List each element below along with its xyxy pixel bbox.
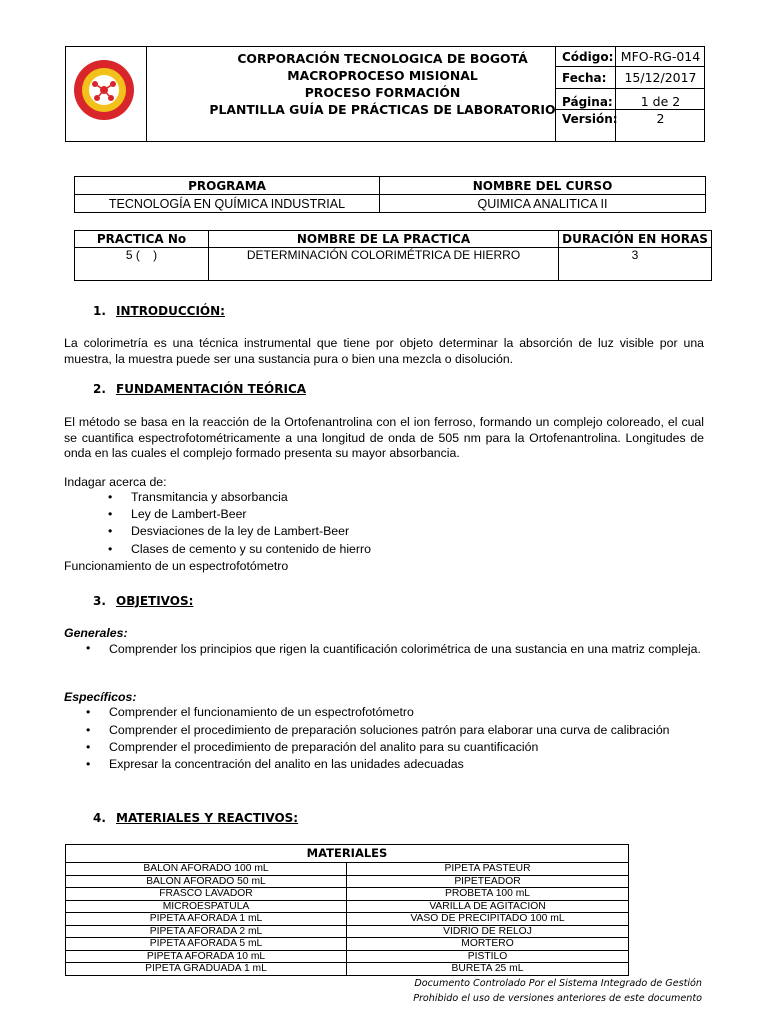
table-cell: PIPETEADOR — [347, 875, 629, 888]
table-row — [66, 950, 629, 963]
table-row — [66, 925, 629, 938]
section-title: MATERIALES Y REACTIVOS: — [116, 811, 299, 825]
practice-hours-value: 3 — [559, 248, 712, 281]
section-number: 3. — [93, 594, 106, 608]
table-row — [66, 963, 629, 976]
table-cell: BALON AFORADO 100 mL — [66, 863, 347, 876]
especificos-label: Específicos: — [64, 690, 137, 704]
practice-table — [74, 230, 712, 281]
indagar-tail: Funcionamiento de un espectrofotómetro — [64, 559, 289, 573]
section-number: 2. — [93, 382, 106, 396]
programa-value: TECNOLOGÍA EN QUÍMICA INDUSTRIAL — [75, 195, 380, 213]
table-row — [66, 900, 629, 913]
table-cell: VASO DE PRECIPITADO 100 mL — [347, 913, 629, 926]
table-cell: VARILLA DE AGITACIÓN — [347, 900, 629, 913]
section-title: OBJETIVOS: — [116, 594, 194, 608]
section-heading-4 — [93, 811, 298, 825]
table-cell: MICROESPATULA — [66, 900, 347, 913]
fecha-value: 15/12/2017 — [615, 67, 705, 89]
template-name: PLANTILLA GUÍA DE PRÁCTICAS DE LABORATORIO — [209, 102, 556, 117]
table-cell: PROBETA 100 mL — [347, 888, 629, 901]
table-cell: PIPETA AFORADA 5 mL — [66, 938, 347, 951]
logo-cell — [66, 47, 146, 141]
program-table — [74, 176, 706, 213]
generales-label: Generales: — [64, 626, 128, 640]
table-cell: BURETA 25 mL — [347, 963, 629, 976]
footer-controlled-note: Documento Controlado Por el Sistema Integrado de Gestión — [414, 978, 702, 989]
section-title: INTRODUCCIÓN: — [116, 304, 225, 318]
process: PROCESO FORMACIÓN — [304, 85, 461, 100]
practice-hours-header: DURACIÓN EN HORAS — [559, 231, 712, 248]
institution-logo — [73, 59, 135, 121]
table-row — [66, 888, 629, 901]
pagina-value: 1 de 2 — [615, 89, 705, 110]
indagar-label: Indagar acerca de: — [64, 475, 167, 489]
table-cell: PIPETA GRADUADA 1 mL — [66, 963, 347, 976]
macroprocess: MACROPROCESO MISIONAL — [287, 68, 478, 83]
codigo-value: MFO-RG-014 — [615, 47, 705, 67]
practice-no-header: PRACTICA No — [75, 231, 209, 248]
materials-table — [65, 844, 629, 976]
curso-value: QUIMICA ANALITICA II — [380, 195, 706, 213]
table-cell: PISTILO — [347, 950, 629, 963]
header-meta — [555, 47, 705, 141]
table-cell: MORTERO — [347, 938, 629, 951]
table-cell: PIPETA PASTEUR — [347, 863, 629, 876]
section-title: FUNDAMENTACIÓN TEÓRICA — [116, 382, 307, 396]
section-heading-3 — [93, 594, 193, 608]
section-number: 4. — [93, 811, 106, 825]
table-row — [66, 938, 629, 951]
curso-header: NOMBRE DEL CURSO — [380, 177, 706, 195]
document-header — [65, 46, 705, 142]
table-row — [66, 913, 629, 926]
materials-caption: MATERIALES — [66, 845, 629, 863]
fecha-label: Fecha: — [555, 67, 615, 89]
version-value: 2 — [615, 110, 705, 141]
intro-paragraph: La colorimetría es una técnica instrumental que tiene por objeto determinar la absorción de luz visible por una muestra, la muestra puede ser una sustancia pura o bien una mezcla o disolución. — [64, 336, 704, 366]
codigo-label: Código: — [555, 47, 615, 67]
practice-name-header: NOMBRE DE LA PRACTICA — [209, 231, 559, 248]
footer-prohibited-note: Prohibido el uso de versiones anteriores de este documento — [413, 993, 702, 1004]
table-cell: PIPETA AFORADA 10 mL — [66, 950, 347, 963]
section-number: 1. — [93, 304, 106, 318]
section-heading-1 — [93, 304, 225, 318]
programa-header: PROGRAMA — [75, 177, 380, 195]
header-title-block — [146, 47, 618, 141]
table-cell: PIPETA AFORADA 1 mL — [66, 913, 347, 926]
practice-no-value: 5 ( ) — [75, 248, 209, 281]
org-name: CORPORACIÓN TECNOLOGICA DE BOGOTÁ — [237, 51, 528, 66]
practice-name-value: DETERMINACIÓN COLORIMÉTRICA DE HIERRO — [209, 248, 559, 281]
theory-paragraph: El método se basa en la reacción de la Ortofenantrolina con el ion ferroso, formando un complejo coloreado, el cual se cuantifica espectrofotométricamente a una longitud de onda de 505 nm para la Ortofenantrolina. Longitudes de onda en las cuales el complejo formado presenta su mayor absorbancia. — [64, 415, 704, 460]
table-row — [66, 863, 629, 876]
table-cell: VIDRIO DE RELOJ — [347, 925, 629, 938]
table-cell: FRASCO LAVADOR — [66, 888, 347, 901]
version-label: Versión: — [555, 110, 615, 141]
section-heading-2 — [93, 382, 306, 396]
table-cell: PIPETA AFORADA 2 mL — [66, 925, 347, 938]
table-row — [66, 875, 629, 888]
pagina-label: Página: — [555, 89, 615, 110]
table-cell: BALON AFORADO 50 mL — [66, 875, 347, 888]
